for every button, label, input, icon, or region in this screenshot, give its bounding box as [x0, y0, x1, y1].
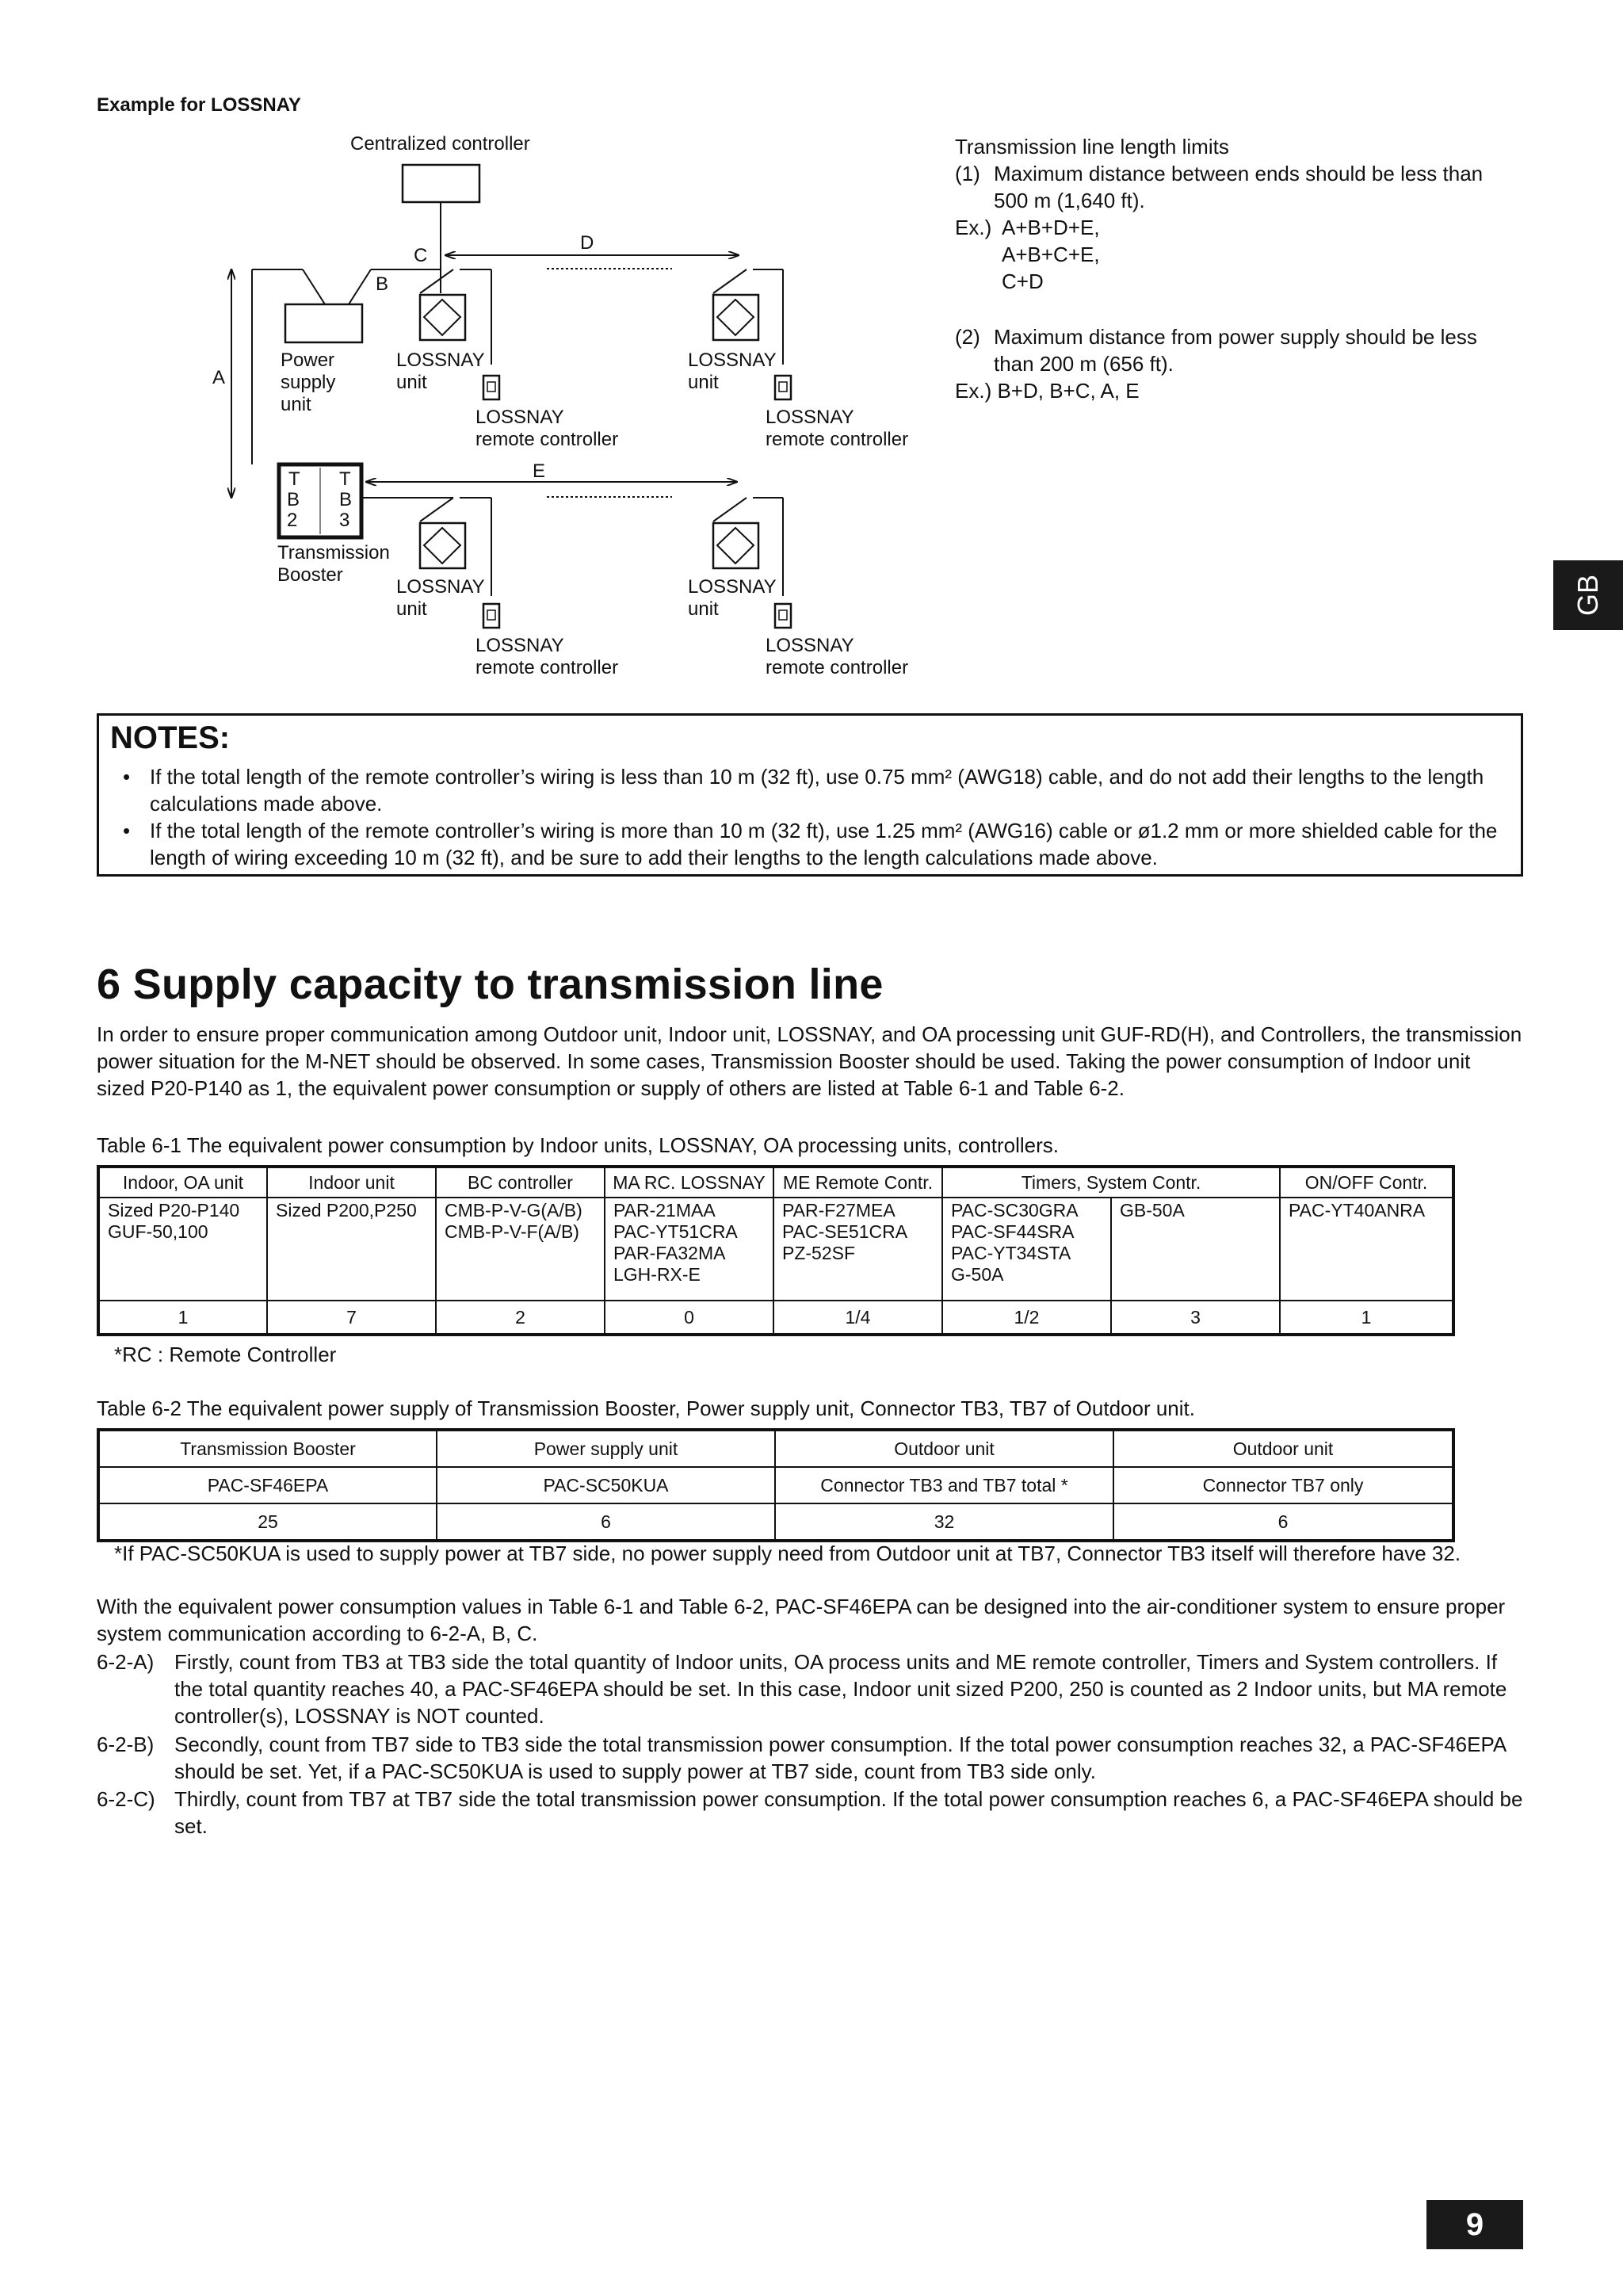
limits-title: Transmission line length limits: [955, 135, 1229, 159]
table-model-cell: Connector TB7 only: [1113, 1467, 1453, 1503]
table-value-cell: 1/2: [942, 1301, 1111, 1335]
lossnay-remote-label-1: LOSSNAY: [475, 407, 564, 428]
tb2-t: T: [288, 468, 300, 490]
table-model-cell: Sized P200,P250: [267, 1198, 436, 1301]
lossnay-remote-box: [483, 376, 499, 399]
table-header-cell: Timers, System Contr.: [942, 1167, 1280, 1198]
table-value-cell: 3: [1111, 1301, 1280, 1335]
power-supply-unit-box: [285, 304, 362, 342]
lossnay-unit-label-1: LOSSNAY: [688, 576, 777, 598]
power-supply-label-2: supply: [281, 372, 336, 393]
table-value-cell: 0: [605, 1301, 773, 1335]
bullet-icon: •: [123, 819, 131, 842]
centralized-controller-box: [403, 165, 479, 202]
table-model-cell: CMB-P-V-G(A/B) CMB-P-V-F(A/B): [436, 1198, 605, 1301]
booster-label-2: Booster: [277, 564, 343, 586]
label-b: B: [376, 273, 389, 295]
procedure-label: 6-2-B): [97, 1733, 155, 1756]
lossnay-remote-label-2: remote controller: [475, 429, 619, 450]
table-model-cell: PAC-SF46EPA: [98, 1467, 437, 1503]
limits-ex1-label: Ex.): [955, 216, 992, 239]
table2-footnote: *If PAC-SC50KUA is used to supply power at TB7 side, no power supply need from Outdoor unit at TB7, Connector TB3 itself will therefore have 32.: [114, 1541, 1461, 1565]
page-number: 9: [1426, 2200, 1523, 2249]
table-header-cell: Outdoor unit: [1113, 1430, 1453, 1467]
table-value-cell: 25: [98, 1503, 437, 1541]
tb2-n: 2: [287, 510, 298, 531]
table-header-cell: ME Remote Contr.: [773, 1167, 942, 1198]
table-header-cell: Indoor, OA unit: [98, 1167, 267, 1198]
lossnay-remote-label-1: LOSSNAY: [475, 635, 564, 656]
table2-caption: Table 6-2 The equivalent power supply of Transmission Booster, Power supply unit, Connector TB3, TB7 of Outdoor unit.: [97, 1396, 1195, 1420]
limits-item2-line2: than 200 m (656 ft).: [994, 352, 1174, 376]
table-model-cell: Connector TB3 and TB7 total *: [775, 1467, 1113, 1503]
label-c: C: [414, 245, 428, 266]
lossnay-unit-box: [420, 295, 465, 340]
table-header-cell: Power supply unit: [437, 1430, 775, 1467]
lossnay-unit-label-2: unit: [396, 598, 427, 620]
lossnay-remote-box: [775, 604, 791, 628]
power-supply-label-3: unit: [281, 394, 311, 415]
procedure-text: Firstly, count from TB3 at TB3 side the total quantity of Indoor units, OA process units and ME remote controller, Timers and System controllers. If the total quantity reaches 40, a PAC-SF46EPA should be set. In this case, Indoor unit sized P200, 250 is counted as 2 Indoor units, but MA remote controller(s), LOSSNAY is NOT counted.: [174, 1650, 1507, 1728]
lossnay-unit-label-1: LOSSNAY: [688, 350, 777, 371]
limits-item1-num: (1): [955, 162, 980, 185]
limits-item2-num: (2): [955, 325, 980, 349]
tb3-t: T: [339, 468, 351, 490]
table-value-cell: 6: [1113, 1503, 1453, 1541]
procedure-text: Secondly, count from TB7 side to TB3 side the total transmission power consumption. If the total power consumption reaches 32, a PAC-SF46EPA should be set. Yet, if a PAC-SC50KUA is used to supply power at TB7 side, count from TB3 side only.: [174, 1733, 1506, 1783]
procedure-label: 6-2-A): [97, 1650, 155, 1674]
table-header-cell: Indoor unit: [267, 1167, 436, 1198]
tb3-b: B: [339, 489, 353, 510]
booster-label-1: Transmission: [277, 542, 390, 563]
lossnay-remote-label-1: LOSSNAY: [766, 407, 854, 428]
table-value-cell: 1: [98, 1301, 267, 1335]
table-header-cell: Outdoor unit: [775, 1430, 1113, 1467]
limits-item1-line2: 500 m (1,640 ft).: [994, 189, 1145, 212]
procedure-item: [97, 1731, 1523, 1785]
side-tab-label: GB: [1571, 574, 1604, 617]
table-value-cell: 1/4: [773, 1301, 942, 1335]
section-heading: 6 Supply capacity to transmission line: [97, 961, 884, 1008]
table-value-cell: 6: [437, 1503, 775, 1541]
lossnay-remote-box: [775, 376, 791, 399]
procedure-text: Thirdly, count from TB7 at TB7 side the total transmission power consumption. If the total power consumption reaches 6, a PAC-SF46EPA should be set.: [174, 1787, 1523, 1838]
label-a: A: [212, 367, 226, 388]
table-header-cell: ON/OFF Contr.: [1280, 1167, 1453, 1198]
lossnay-unit-label-2: unit: [688, 598, 719, 620]
limits-ex2: Ex.) B+D, B+C, A, E: [955, 379, 1140, 403]
lossnay-remote-label-2: remote controller: [475, 657, 619, 678]
label-d: D: [580, 232, 594, 254]
bullet-icon: •: [123, 765, 131, 789]
limits-ex1-line2: A+B+C+E,: [1002, 243, 1100, 266]
notes-box: [97, 713, 1523, 877]
table-header-cell: MA RC. LOSSNAY: [605, 1167, 773, 1198]
centralized-controller-label: Centralized controller: [350, 133, 530, 155]
table-model-cell: PAR-21MAA PAC-YT51CRA PAR-FA32MA LGH-RX-E: [605, 1198, 773, 1301]
lossnay-wiring-diagram: [0, 0, 919, 690]
table-value-cell: 32: [775, 1503, 1113, 1541]
notes-title: NOTES:: [110, 720, 231, 755]
language-side-tab: [1553, 560, 1623, 630]
procedure-label: 6-2-C): [97, 1787, 155, 1811]
power-supply-table: [97, 1428, 1455, 1542]
lossnay-unit-label-1: LOSSNAY: [396, 350, 485, 371]
table-model-cell: PAC-SC50KUA: [437, 1467, 775, 1503]
table-model-cell: GB-50A: [1111, 1198, 1280, 1301]
limits-item2-line1: Maximum distance from power supply should be less: [994, 325, 1477, 349]
note-item: [123, 763, 1510, 817]
limits-ex1-line3: C+D: [1002, 269, 1044, 293]
lossnay-unit-label-2: unit: [396, 372, 427, 393]
tb3-n: 3: [339, 510, 350, 531]
power-consumption-table: [97, 1165, 1455, 1336]
table-model-cell: PAC-SC30GRA PAC-SF44SRA PAC-YT34STA G-50A: [942, 1198, 1111, 1301]
lossnay-unit-box: [420, 523, 465, 568]
lossnay-remote-label-2: remote controller: [766, 429, 909, 450]
label-e: E: [533, 460, 546, 482]
tb2-b: B: [287, 489, 300, 510]
note-item: [123, 817, 1510, 871]
limits-item1-line1: Maximum distance between ends should be less than: [994, 162, 1484, 185]
lossnay-remote-label-1: LOSSNAY: [766, 635, 854, 656]
table-model-cell: PAR-F27MEA PAC-SE51CRA PZ-52SF: [773, 1198, 942, 1301]
section-intro: In order to ensure proper communication among Outdoor unit, Indoor unit, LOSSNAY, and OA processing unit GUF-RD(H), and Controllers, the transmission power situation for the M-NET should be observed. In some cases, Transmission Booster should be used. Taking the power consumption of Indoor unit sized P20-P140 as 1, the equivalent power consumption or supply of others are listed at Table 6-1 and Table 6-2.: [97, 1022, 1522, 1100]
note-text: If the total length of the remote controller’s wiring is less than 10 m (32 ft), use 0.75 mm² (AWG18) cable, and do not add their lengths to the length calculations made above.: [150, 765, 1484, 816]
table-value-cell: 7: [267, 1301, 436, 1335]
power-supply-label-1: Power: [281, 350, 335, 371]
note-text: If the total length of the remote controller’s wiring is more than 10 m (32 ft), use 1.25 mm² (AWG16) cable or ø1.2 mm or more shielded cable for the length of wiring exceeding 10 m (32 ft), and be sure to add their lengths to the length calculations made above.: [150, 819, 1498, 869]
table-value-cell: 2: [436, 1301, 605, 1335]
lossnay-unit-label-1: LOSSNAY: [396, 576, 485, 598]
table-value-cell: 1: [1280, 1301, 1453, 1335]
design-paragraph: With the equivalent power consumption values in Table 6-1 and Table 6-2, PAC-SF46EPA can be designed into the air-conditioner system to ensure proper system communication according to 6-2-A, B, C.: [97, 1595, 1506, 1645]
lossnay-unit-label-2: unit: [688, 372, 719, 393]
lossnay-unit-box: [713, 295, 758, 340]
table-header-cell: Transmission Booster: [98, 1430, 437, 1467]
table1-footnote: *RC : Remote Controller: [114, 1343, 337, 1366]
lossnay-remote-box: [483, 604, 499, 628]
table1-caption: Table 6-1 The equivalent power consumption by Indoor units, LOSSNAY, OA processing units, controllers.: [97, 1133, 1060, 1157]
procedure-item: [97, 1786, 1523, 1839]
table-model-cell: PAC-YT40ANRA: [1280, 1198, 1453, 1301]
limits-ex1-line1: A+B+D+E,: [1002, 216, 1100, 239]
lossnay-unit-box: [713, 523, 758, 568]
lossnay-remote-label-2: remote controller: [766, 657, 909, 678]
example-title: Example for LOSSNAY: [97, 94, 301, 116]
procedure-item: [97, 1648, 1523, 1729]
table-header-cell: BC controller: [436, 1167, 605, 1198]
table-model-cell: Sized P20-P140 GUF-50,100: [98, 1198, 267, 1301]
